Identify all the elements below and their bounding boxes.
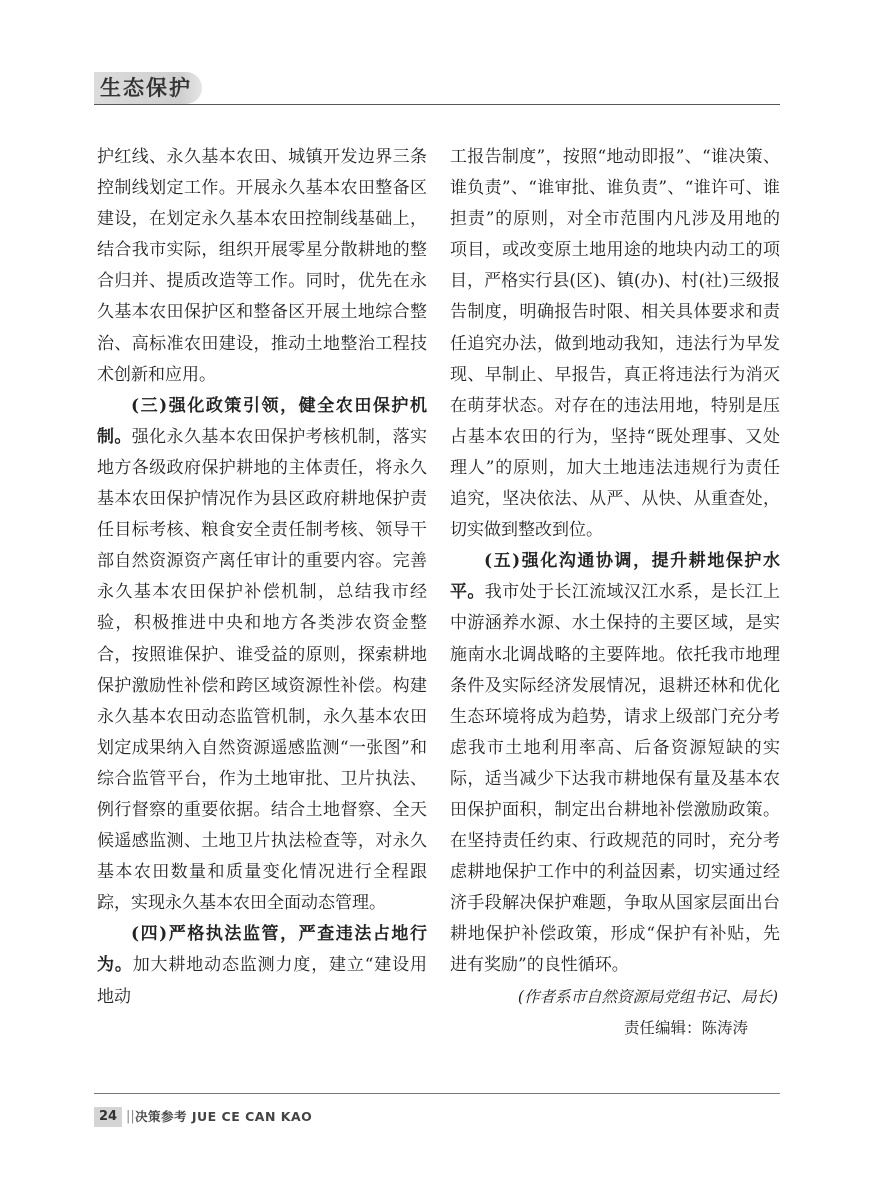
paragraph-text: 强化永久基本农田保护考核机制，落实地方各级政府保护耕地的主体责任，将永久基本农田保护情况作为县区政府耕地保护责任目标考核、粮食安全责任制考核、领导干部自然资源资产离任审计的重要内容。完善永久基本农田保护补偿机制，总结我市经验，积极推进中央和地方各类涉农资金整合，按照谁保护、谁受益的原则，探索耕地保护激励性补偿和跨区域资源性补偿。构建永久基本农田动态监管机制，永久基本农田划定成果纳入自然资源遥感监测“一张图”和综合监管平台，作为土地审批、卫片执法、例行督察的重要依据。结合土地督察、全天候遥感监测、土地卫片执法检查等，对永久基本农田数量和质量变化情况进行全程跟踪，实现永久基本农田全面动态管理。 <box>97 426 428 914</box>
header-rule <box>94 104 780 105</box>
footer-separator: || <box>126 1109 135 1124</box>
author-byline: (作者系市自然资源局党组书记、局长) <box>517 987 778 1006</box>
right-paragraph-1: 工报告制度”，按照“地动即报”、“谁决策、谁负责”、“谁审批、谁负责”、“谁许可、谁担责”的原则，对全市范围内凡涉及用地的项目，或改变原土地用途的地块内动工的项目，严格实行县(区)、镇(办)、村(社)三级报告制度，明确报告时限、相关具体要求和责任追究办法，做到地动我知，违法行为早发现、早制止、早报告，真正将违法行为消灭在萌芽状态。对存在的违法用地，特别是压占基本农田的行为，坚持“既处理事、又处理人”的原则，加大土地违法违规行为责任追究，坚决依法、从严、从快、从重查处，切实做到整改到位。 <box>450 147 780 541</box>
left-column <box>97 142 427 1013</box>
subheading-5: (五)强化沟通协调，提升耕地保护水平。 <box>450 551 780 603</box>
page-number: 24 <box>94 1107 122 1127</box>
footer-rule <box>94 1093 780 1094</box>
right-paragraph-2 <box>450 546 780 981</box>
right-column <box>450 142 780 1044</box>
subheading-3: (三)强化政策引领，健全农田保护机制。 <box>97 395 427 447</box>
subheading-4: (四)严格执法监管，严查违法占地行为。 <box>97 924 427 976</box>
paragraph-text: 加大耕地动态监测力度，建立“建设用地动 <box>97 955 427 1007</box>
journal-name: 决策参考 JUE CE CAN KAO <box>135 1109 313 1124</box>
section-title: 生态保护 <box>100 76 192 100</box>
paragraph-text: 我市处于长江流域汉江水系，是长江上中游涵养水源、水土保持的主要区域，是实施南水北调战略的主要阵地。依托我市地理条件及实际经济发展情况，退耕还林和优化生态环境将成为趋势，请求上级部门充分考虑我市土地利用率高、后备资源短缺的实际，适当减少下达我市耕地保有量及基本农田保护面积，制定出台耕地补偿激励政策。在坚持责任约束、行政规范的同时，充分考虑耕地保护工作中的利益因素，切实通过经济手段解决保护难题，争取从国家层面出台耕地保护补偿政策，形成“保护有补贴，先进有奖励”的良性循环。 <box>450 582 781 976</box>
left-paragraph-3 <box>97 919 427 1012</box>
left-paragraph-2 <box>97 391 427 920</box>
left-paragraph-1: 护红线、永久基本农田、城镇开发边界三条控制线划定工作。开展永久基本农田整备区建设，在划定永久基本农田控制线基础上，结合我市实际，组织开展零星分散耕地的整合归并、提质改造等工作。同时，优先在永久基本农田保护区和整备区开展土地综合整治、高标准农田建设，推动土地整治工程技术创新和应用。 <box>97 147 427 385</box>
responsible-editor: 责任编辑：陈涛涛 <box>623 1018 748 1037</box>
